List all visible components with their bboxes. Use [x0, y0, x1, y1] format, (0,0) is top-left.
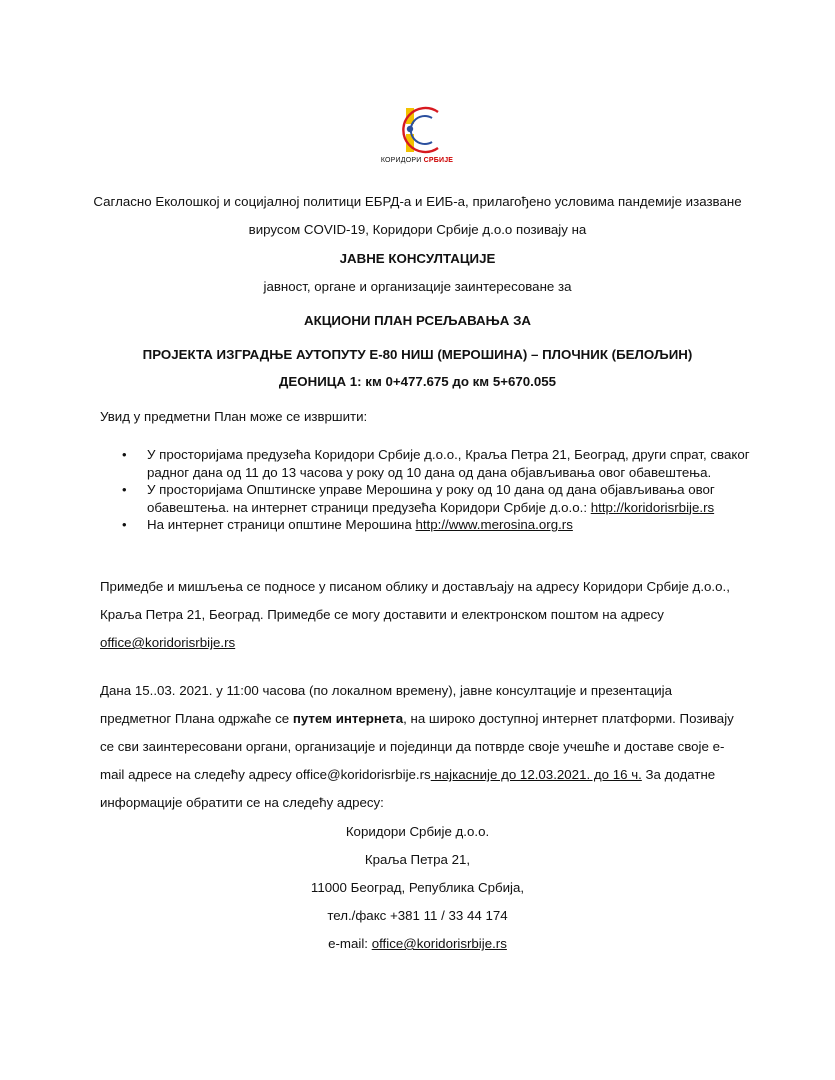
heading-action-plan: АКЦИОНИ ПЛАН РСЕЉАВАЊА ЗА	[303, 313, 532, 328]
meeting-paragraph: Дана 15..03. 2021. у 11:00 часова (по локалном времену), јавне консултације и презентација предметног Плана одржаће се путем интернета, на широко доступној интернет платформи. Позивају се сви заинтересовани органи, организације и појединци да потврде своје учешће и доставе своје e-mail адресе на следећу адресу office@koridorisrbije.rs најкасније до 12.03.2021. до 16 ч. За додатне информације обратити се на следећу адресу:	[100, 683, 734, 810]
koridori-website-link[interactable]: http://koridorisrbije.rs	[590, 499, 715, 515]
logo-caption: КОРИДОРИ СРБИЈЕ	[380, 157, 454, 164]
remarks-paragraph: Примедбе и мишљења се подносе у писаном облику и достављају на адресу Коридори Србије д.о.о., Краља Петра 21, Београд. Примедбе се могу доставити и електронском поштом на адресу office@koridorisrbije.rs	[100, 579, 730, 650]
heading-public-consultations: ЈАВНЕ КОНСУЛТАЦИЈЕ	[339, 251, 496, 266]
list-item: • У просторијама Општинске управе Мерошина у року од 10 дана од дана објављивања овог обавештења. на интернет страници предузећа Коридори Србије д.о.о.: http://koridorisrbije.rs	[147, 481, 787, 516]
heading-section: ДЕОНИЦА 1: км 0+477.675 до км 5+670.055	[278, 374, 557, 389]
heading-project: ПРОЈЕКТА ИЗГРАДЊЕ АУТОПУТУ Е-80 НИШ (МЕРОШИНА) – ПЛОЧНИК (БЕЛОЉИН)	[142, 347, 693, 362]
list-item: • На интернет страници општине Мерошина http://www.merosina.org.rs	[147, 516, 787, 534]
contact-email-link[interactable]: office@koridorisrbije.rs	[371, 936, 507, 951]
audience-line: јавност, органе и организације заинтересоване за	[263, 279, 572, 294]
address-company: Коридори Србије д.о.о.	[345, 824, 490, 839]
address-city: 11000 Београд, Република Србија,	[310, 880, 525, 895]
deadline-text: најкасније до 12.03.2021. до 16 ч.	[430, 767, 642, 782]
inspection-locations-list	[100, 446, 787, 534]
intro-paragraph: Сагласно Еколошкој и социјалној политици ЕБРД-а и ЕИБ-а, прилагођено условима пандемије изазване вирусом COVID-19, Коридори Србије д.о.о позивају на	[93, 194, 742, 237]
inspection-intro: Увид у предметни План може се извршити:	[100, 409, 368, 424]
list-item: • У просторијама предузећа Коридори Србије д.о.о., Краља Петра 21, Београд, други спрат, сваког радног дана од 11 до 13 часова у року од 10 дана од дана објављивања овог обавештења.	[147, 446, 787, 481]
office-email-link[interactable]: office@koridorisrbije.rs	[100, 635, 236, 650]
contact-address	[80, 818, 755, 958]
address-email-line: e-mail: office@koridorisrbije.rs	[328, 936, 507, 951]
address-street: Краља Петра 21,	[364, 852, 471, 867]
merosina-website-link[interactable]: http://www.merosina.org.rs	[415, 517, 573, 532]
address-phone: тел./факс +381 11 / 33 44 174	[327, 908, 508, 923]
